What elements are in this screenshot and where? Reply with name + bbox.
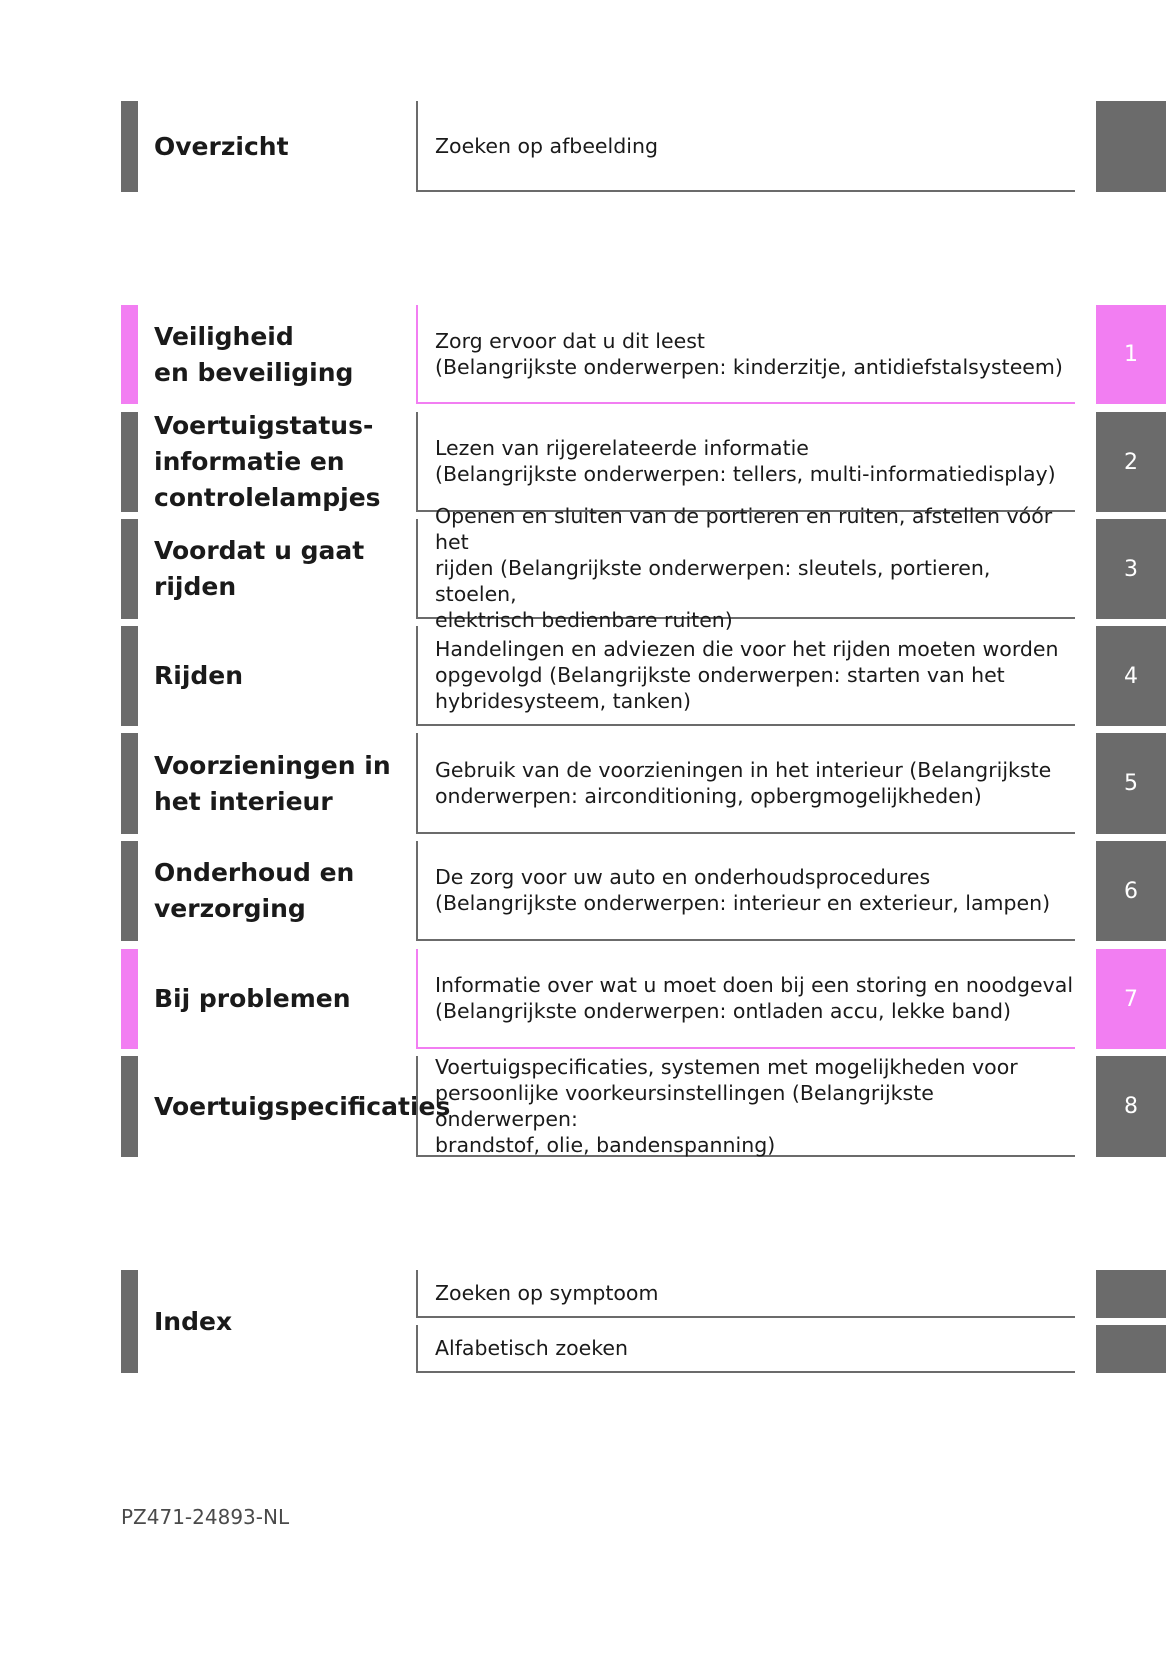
chapter-1[interactable] bbox=[121, 305, 1166, 404]
chapter-bar bbox=[121, 1056, 138, 1157]
chapter-desc[interactable]: De zorg voor uw auto en onderhoudsprocedures (Belangrijkste onderwerpen: interieur en exterieur, lampen) bbox=[416, 841, 1075, 941]
chapter-title[interactable]: Veiligheid en beveiliging bbox=[154, 321, 354, 387]
chapter-bar bbox=[121, 519, 138, 619]
chapter-bar bbox=[121, 412, 138, 512]
chapter-title[interactable]: Voertuigspecificaties bbox=[154, 1091, 451, 1121]
chapter-3[interactable] bbox=[121, 504, 1166, 632]
chapter-desc[interactable]: Informatie over wat u moet doen bij een storing en noodgeval (Belangrijkste onderwerpen: ontladen accu, lekke band) bbox=[416, 949, 1075, 1049]
chapter-desc[interactable]: Lezen van rijgerelateerde informatie (Belangrijkste onderwerpen: tellers, multi-informatiedisplay) bbox=[416, 412, 1075, 512]
index-item-alphabetical[interactable] bbox=[416, 1325, 1166, 1373]
index-section bbox=[121, 1270, 1166, 1373]
chapter-tab[interactable]: 5 bbox=[1096, 733, 1166, 834]
overview-section bbox=[121, 101, 1166, 192]
index-item-label[interactable]: Zoeken op symptoom bbox=[416, 1270, 1075, 1318]
chapter-bar bbox=[121, 841, 138, 941]
chapter-tab[interactable]: 3 bbox=[1096, 519, 1166, 619]
chapter-bar bbox=[121, 949, 138, 1049]
index-bar bbox=[121, 1270, 138, 1373]
chapter-desc[interactable]: Gebruik van de voorzieningen in het interieur (Belangrijkste onderwerpen: airconditioning, opbergmogelijkheden) bbox=[416, 733, 1075, 834]
chapter-bar bbox=[121, 626, 138, 726]
chapter-8[interactable] bbox=[121, 1056, 1166, 1157]
chapter-title[interactable]: Voorzieningen in het interieur bbox=[154, 750, 391, 816]
index-item-symptom[interactable] bbox=[416, 1270, 1166, 1318]
chapter-title[interactable]: Rijden bbox=[154, 661, 244, 690]
chapter-title[interactable]: Voordat u gaat rijden bbox=[154, 536, 365, 601]
chapter-title[interactable]: Onderhoud en verzorging bbox=[154, 858, 355, 923]
chapter-tab[interactable]: 2 bbox=[1096, 412, 1166, 512]
chapter-desc[interactable]: Handelingen en adviezen die voor het rijden moeten worden opgevolgd (Belangrijkste onderwerpen: starten van het hybridesysteem, tanken) bbox=[416, 626, 1075, 726]
chapter-7[interactable] bbox=[121, 949, 1166, 1049]
chapter-title[interactable]: Bij problemen bbox=[154, 984, 351, 1013]
chapter-title[interactable]: Voertuigstatus- informatie en controlelampjes bbox=[154, 411, 381, 512]
overview-bar bbox=[121, 101, 138, 192]
chapter-desc[interactable]: Zorg ervoor dat u dit leest (Belangrijkste onderwerpen: kinderzitje, antidiefstalsysteem) bbox=[416, 305, 1075, 404]
index-item-label[interactable]: Alfabetisch zoeken bbox=[416, 1325, 1075, 1373]
index-title[interactable]: Index bbox=[154, 1306, 233, 1336]
chapter-desc[interactable]: Voertuigspecificaties, systemen met mogelijkheden voor persoonlijke voorkeursinstellingen (Belangrijkste onderwerpen: brandstof, olie, bandenspanning) bbox=[416, 1056, 1075, 1157]
chapter-tab[interactable]: 1 bbox=[1096, 305, 1166, 404]
index-item-tab[interactable] bbox=[1096, 1270, 1166, 1318]
chapter-5[interactable] bbox=[121, 733, 1166, 834]
chapter-tab[interactable]: 7 bbox=[1096, 949, 1166, 1049]
index-item-tab[interactable] bbox=[1096, 1325, 1166, 1373]
chapter-tab[interactable]: 8 bbox=[1096, 1056, 1166, 1157]
chapter-2[interactable] bbox=[121, 412, 1166, 512]
overview-title[interactable]: Overzicht bbox=[154, 131, 289, 161]
overview-tab[interactable] bbox=[1096, 101, 1166, 192]
chapter-tab[interactable]: 6 bbox=[1096, 841, 1166, 941]
chapter-bar bbox=[121, 305, 138, 404]
overview-desc[interactable]: Zoeken op afbeelding bbox=[416, 101, 1075, 192]
chapter-desc[interactable]: Openen en sluiten van de portieren en ruiten, afstellen vóór het rijden (Belangrijkste onderwerpen: sleutels, portieren, stoelen, elektrisch bedienbare ruiten) bbox=[416, 519, 1075, 619]
chapter-bar bbox=[121, 733, 138, 834]
chapter-4[interactable] bbox=[121, 626, 1166, 726]
chapter-6[interactable] bbox=[121, 841, 1166, 941]
chapter-tab[interactable]: 4 bbox=[1096, 626, 1166, 726]
document-code: PZ471-24893-NL bbox=[121, 1505, 290, 1529]
